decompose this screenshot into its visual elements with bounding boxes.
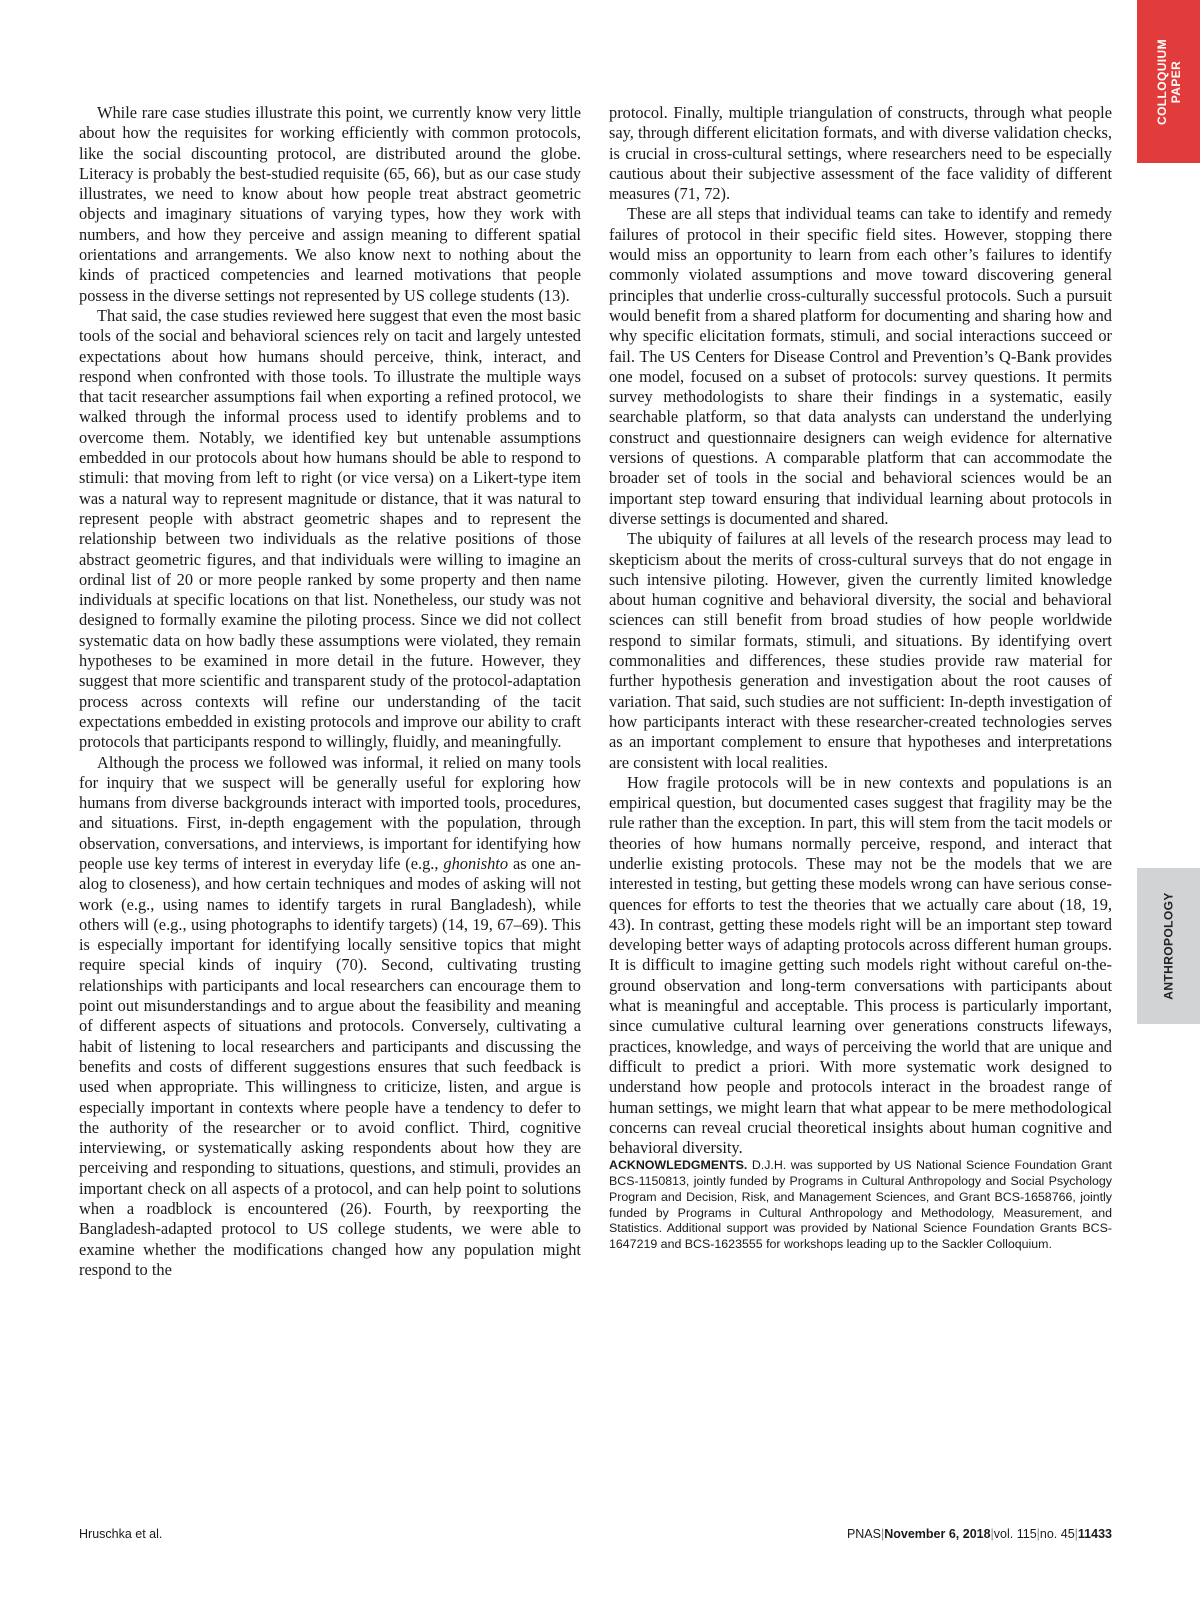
footer-issue: no. 45 — [1039, 1527, 1075, 1541]
acknowledgments: ACKNOWLEDGMENTS. D.J.H. was supported by US National Science Foundation Grant BCS-1150813, jointly funded by Programs in Cultural Anthropology and Social Psychology Program and Decision, Risk, and Management Sciences, and Grant BCS-1658766, jointly funded by Programs in Cultural Anthropology and Methodology, Measurement, and Statistics. Additional support was provided by National Science Foundation Grants BCS-1647219 and BCS-1623555 for workshops leading up to the Sackler Colloquium. — [609, 1158, 1112, 1251]
italic-term: ghonishto — [443, 853, 509, 873]
footer-separator: | — [880, 1527, 885, 1541]
colloquium-paper-label: COLLOQUIUM PAPER — [1154, 38, 1183, 125]
section-tab-anthropology — [1137, 868, 1200, 1024]
paragraph-case-studies: While rare case studies illustrate this point, we currently know very little about how the requisites for working efficiently with common protocols, like the social discounting protocol, are distributed around the globe. Literacy is probably the best-studied requisite (65, 66), but as our case study illustrates, we need to know about how people treat abstract geometric objects and imaginary situations of varying types, how they work with numbers, and how they perceive and assign meaning to different spatial orientations and arrangements. We also know next to nothing about the kinds of practiced competencies and learned motivations that people possess in the diverse settings not represented by US college students (13). — [79, 103, 581, 305]
footer-separator: | — [1074, 1527, 1078, 1541]
right-column — [609, 103, 1112, 1253]
paragraph-ubiquity-of-failures: The ubiquity of failures at all levels of the research process may lead to skepticism about the merits of cross-cultural surveys that do not engage in such intensive piloting. However, given the currently limited knowledge about human cognitive and behavioral diversity, the social and behavioral sciences can still benefit from broad studies of how people worldwide respond to similar formats, stimuli, and situations. By identifying overt commonalities and differences, these studies provide raw material for further hypothesis generation and investigation about the root causes of variation. That said, such studies are not sufficient: In-depth investigation of how participants interact with these researcher-created technologies serves as an important complement to ensure that hypotheses and interpretations are consistent with local realities. — [609, 529, 1112, 772]
paragraph-continued: protocol. Finally, multiple triangulation of constructs, through what people say, through different elicitation formats, and with diverse validation checks, is crucial in cross-cultural settings, where researchers need to be especially cautious about their subjective assessment of the face validity of different measures (71, 72). — [609, 103, 1112, 204]
footer-separator: | — [1036, 1527, 1040, 1541]
paragraph-tacit-expectations: That said, the case studies reviewed here suggest that even the most basic tools of the social and behavioral sciences rely on tacit and largely untested expectations about how humans should perceive, think, interact, and respond when confronted with those tools. To illustrate the multiple ways that tacit researcher assumptions fail when exporting a refined protocol, we walked through the informal process used to identify problems and to overcome them. Notably, we identified key but untenable assumptions embedded in our protocols about how humans should be able to respond to stimuli: that moving from left to right (or vice versa) on a Likert-type item was a natural way to represent magnitude or distance, that it was natural to represent people with abstract geometric shapes and to represent the relationship between two individuals as the relative positions of those abstract geometric figures, and that individuals were willing to imagine an ordinal list of 20 or more people ranked by some property and then name individuals at specific locations on that list. Nonetheless, our study was not designed to formally examine the piloting process. Since we did not collect systematic data on how badly these assumptions were violated, they remain hypotheses to be examined in more detail in the future. However, they suggest that more scientific and transparent study of the protocol-adaptation process across contexts will refine our understanding of the tacit expectations embedded in existing protocols and improve our ability to craft protocols that participants respond to willingly, fluidly, and meaningfully. — [79, 305, 581, 752]
page-footer — [79, 1527, 1112, 1541]
footer-separator: | — [990, 1527, 994, 1541]
paragraph-fragile-protocols: How fragile protocols will be in new contexts and populations is an empirical question, but documented cases suggest that fragility may be the rule rather than the exception. In part, this will stem from the tacit models or theories of how humans normally perceive, respond, and interact that underlie existing protocols. These may not be the models that we are interested in testing, but getting these models wrong can have serious consequences for efforts to test the theories that we actually care about (18, 19, 43). In contrast, getting these models right will be an important step toward developing better ways of adapting protocols across different human groups. It is difficult to imagine getting such models right without careful on-the-ground observation and long-term conversations with participants about what is meaningful and acceptable. This process is particularly important, since cumulative cultural learning over generations constructs lifeways, practices, knowledge, and ways of perceiving the world that are unique and difficult to predict a priori. With more systematic work designed to understand how people and protocols interact in the broadest range of human settings, we might learn that what appear to be mere methodological concerns can reveal crucial theoretical insights about human cognitive and behavioral diversity. — [609, 772, 1112, 1158]
footer-citation — [847, 1527, 1112, 1541]
footer-volume: vol. 115 — [993, 1527, 1037, 1541]
acknowledgments-heading: ACKNOWLEDGMENTS. — [609, 1158, 748, 1173]
footer-authors: Hruschka et al. — [79, 1527, 163, 1541]
paragraph-tools-for-inquiry: Although the process we followed was informal, it relied on many tools for inquiry that we suspect will be generally useful for exploring how humans from diverse backgrounds interact with imported tools, procedures, and situations. First, in-depth engagement with the population, through observation, conversations, and interviews, is important for identifying how people use key terms of interest in everyday life (e.g., ghonishto as one analog to closeness), and how certain techniques and modes of asking will not work (e.g., using names to identify targets in rural Bangladesh), while others will (e.g., using photographs to identify targets) (14, 19, 67–69). This is especially important for identifying locally sensitive topics that might require special kinds of inquiry (70). Second, cultivating trusting relationships with participants and local researchers can encourage them to point out misunderstandings and to argue about the feasibility and meaning of different aspects of situations and protocols. Conversely, cultivating a habit of listening to local researchers and participants and discussing the benefits and costs of different suggestions ensures that such feedback is used when appropriate. This willingness to criticize, listen, and argue is especially important in contexts where people have a tendency to defer to the authority of the researcher or to avoid conflict. Third, cognitive interviewing, or systematically asking respondents about how they are perceiving and responding to situations, questions, and stimuli, provides an important check on all aspects of a protocol, and can help point to solutions when a roadblock is encountered (26). Fourth, by reexporting the Bangladesh-adapted protocol to US college students, we were able to examine whether the modifications changed how any population might respond to the — [79, 752, 581, 1279]
footer-page-number: 11433 — [1077, 1527, 1112, 1541]
colloquium-paper-tab — [1137, 0, 1200, 163]
left-column — [79, 103, 581, 1280]
paragraph-shared-platform: These are all steps that individual teams can take to identify and remedy failures of protocol in their specific field sites. However, stopping there would miss an opportunity to learn from each other’s failures to identify commonly violated assumptions and move toward discovering general principles that underlie cross-culturally successful protocols. Such a pursuit would benefit from a shared platform for documenting and sharing how and why specific elicitation formats, stimuli, and social interactions succeed or fail. The US Centers for Disease Control and Prevention’s Q-Bank provides one model, focused on a subset of protocols: survey questions. It permits survey methodologists to share their findings in a systematic, easily searchable platform, so that data analysts can understand the underlying construct and questionnaire designers can weigh evidence for alternative versions of questions. A comparable platform that can accommodate the broader set of tools in the social and behavioral sciences would be an important step toward ensuring that individual learning about protocols in diverse settings is documented and shared. — [609, 204, 1112, 528]
footer-journal: PNAS — [846, 1527, 881, 1541]
section-label: ANTHROPOLOGY — [1161, 892, 1176, 1000]
footer-date: November 6, 2018 — [884, 1527, 991, 1541]
